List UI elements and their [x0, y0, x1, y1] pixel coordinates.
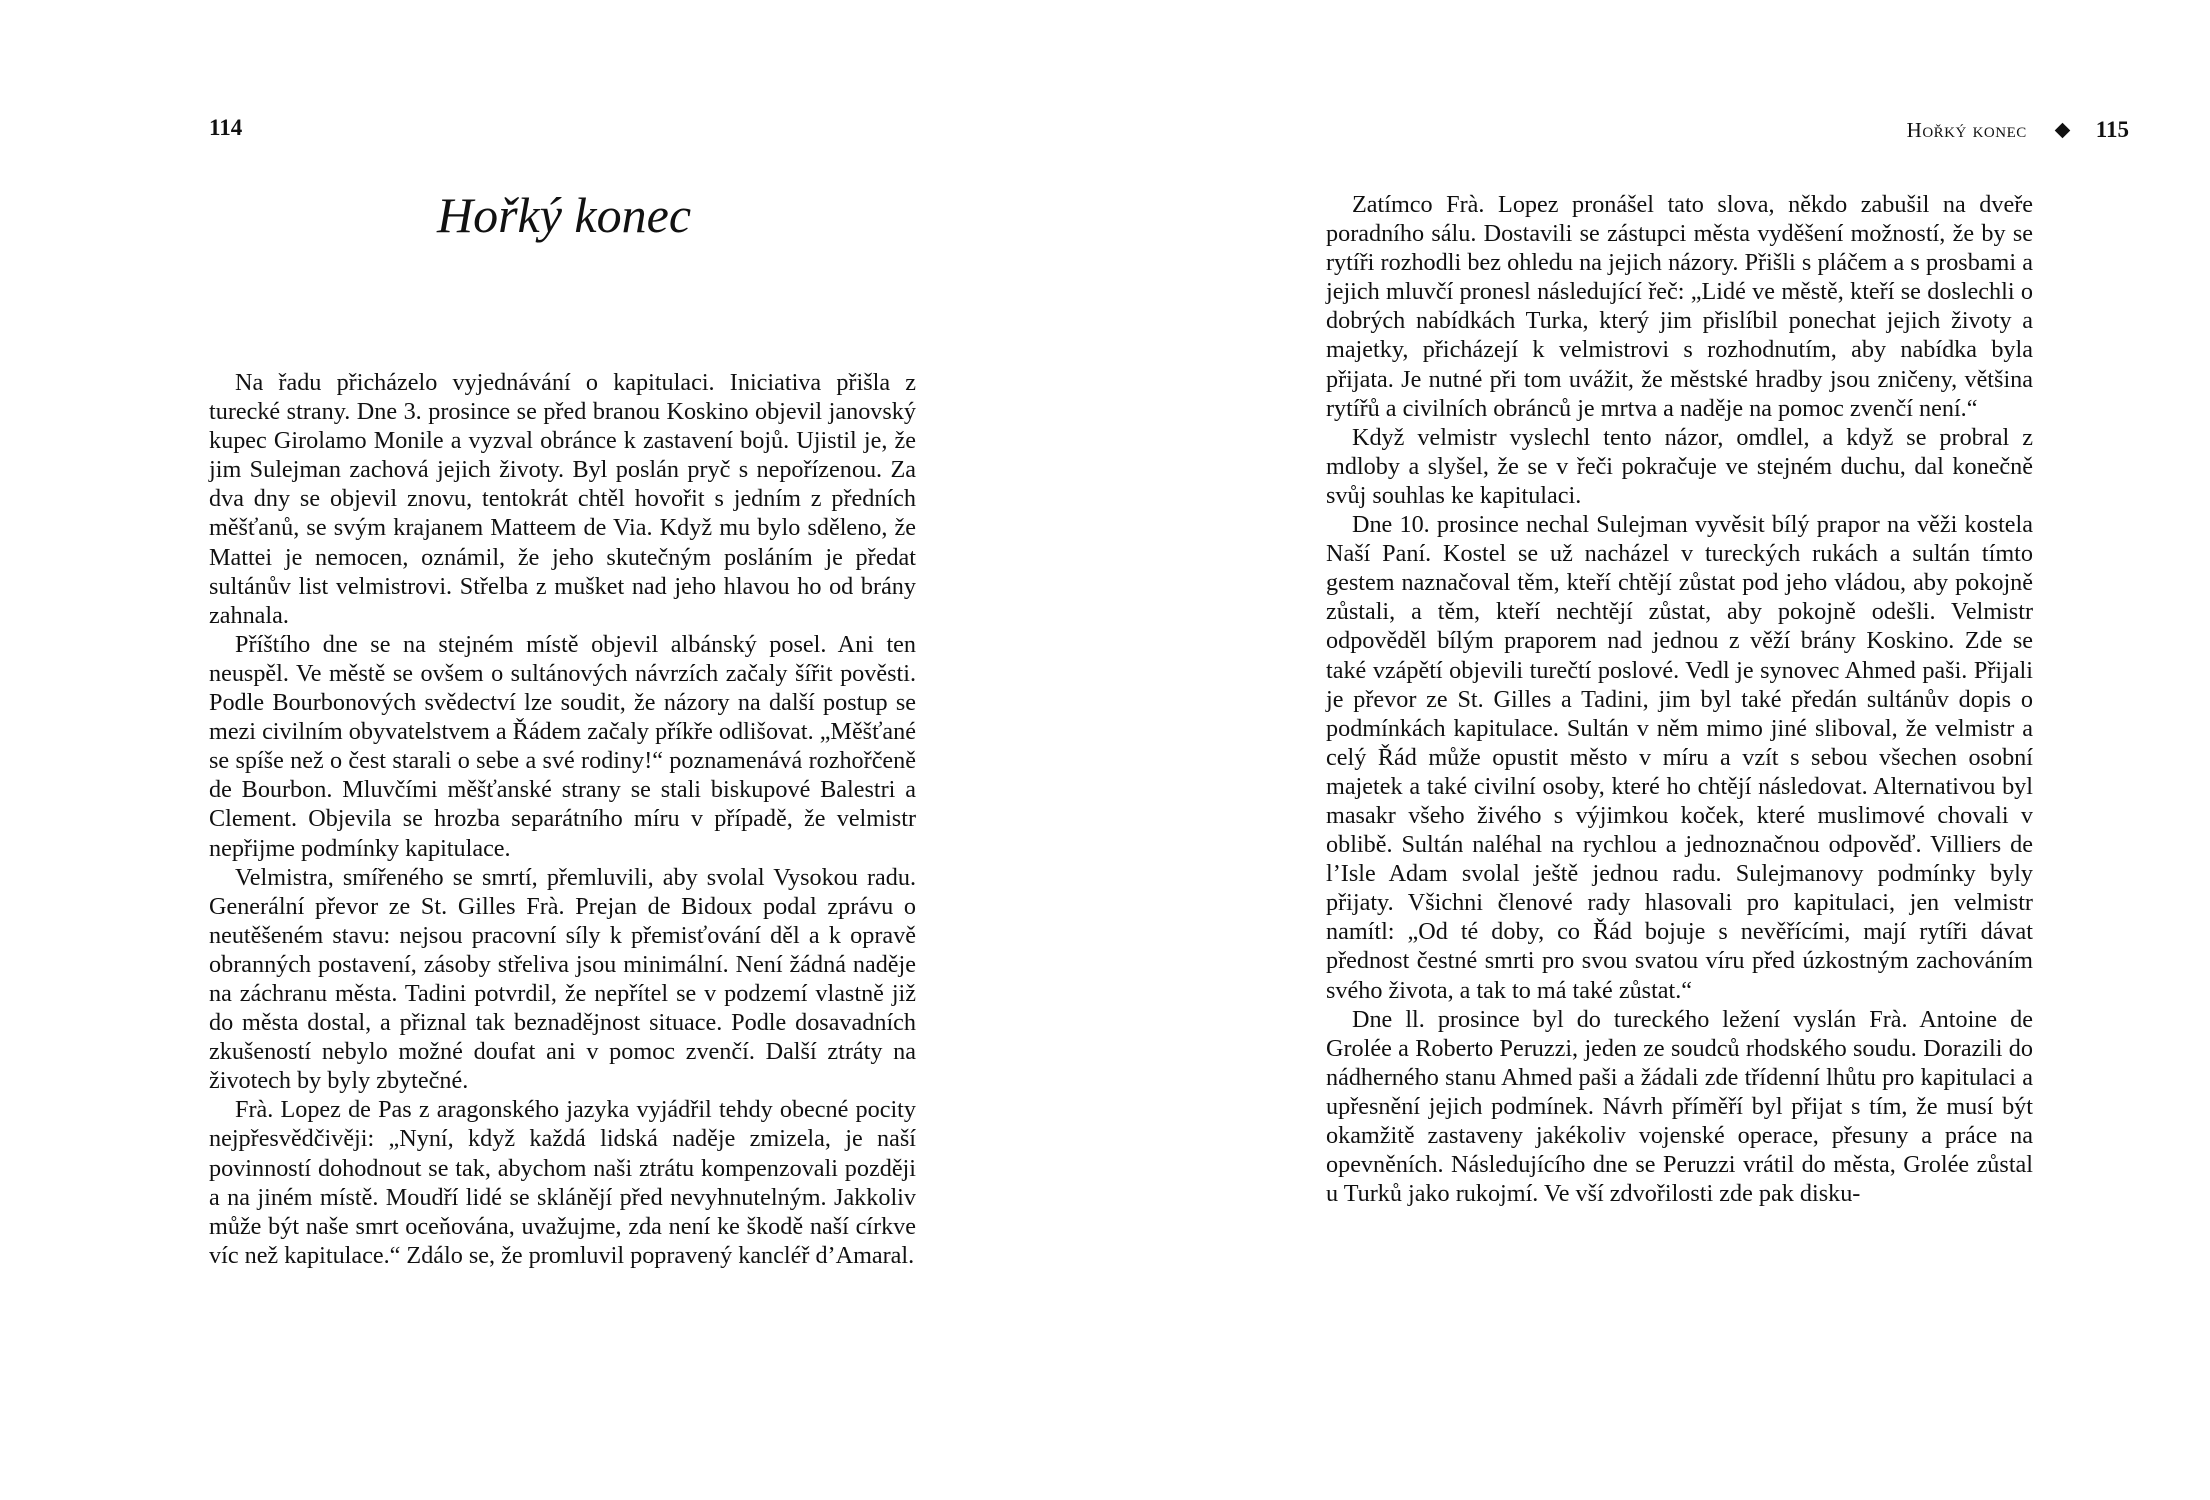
right-page-text — [1326, 190, 2033, 1208]
paragraph: Velmistra, smířeného se smrtí, přemluvili, aby svolal Vysokou radu. Generální převor ze St. Gilles Frà. Prejan de Bidoux podal zprávu o neutěšeném stavu: nejsou pracovní síly k přemisťování děl a k opravě obranných postavení, zásoby střeliva jsou minimální. Není žádná naděje na záchranu města. Tadini potvrdil, že nepřítel se v podzemí vlastně již do města dostal, a přiznal tak beznadějnost situace. Podle dosavadních zkušeností nebylo možné doufat ani v pomoc zvenčí. Další ztráty na životech by byly zbytečné. — [209, 863, 916, 1095]
diamond-icon — [2054, 122, 2070, 138]
paragraph: Dne ll. prosince byl do tureckého ležení vyslán Frà. Antoine de Grolée a Roberto Peruzzi, jeden ze soudců rhodského soudu. Dorazili do nádherného stanu Ahmed paši a žádali zde třídenní lhůtu pro kapitulaci a upřesnění jejich podmínek. Návrh příměří byl přijat s tím, že musí být okamžitě zastaveny jakékoliv vojenské operace, přesuny a práce na opevněních. Následujícího dne se Peruzzi vrátil do města, Grolée zůstal u Turků jako rukojmí. Ve vší zdvořilosti zde pak disku- — [1326, 1005, 2033, 1208]
paragraph: Frà. Lopez de Pas z aragonského jazyka vyjádřil tehdy obecné pocity nejpřesvědčivěji: „Nyní, když každá lidská naděje zmizela, je naší povinností dohodnout se tak, abychom naši ztrátu kompenzovali později a na jiném místě. Moudří lidé se sklánějí před nevyhnutelným. Jakkoliv může být naše smrt oceňována, uvažujme, zda není ke škodě naší církve víc než kapitulace.“ Zdálo se, že promluvil popravený kancléř d’Amaral. — [209, 1096, 916, 1269]
running-head — [1907, 116, 2129, 144]
right-page — [1105, 0, 2210, 1500]
paragraph: Zatímco Frà. Lopez pronášel tato slova, někdo zabušil na dveře poradního sálu. Dostavili se zástupci města vyděšení možností, že by se rytíři rozhodli bez ohledu na jejich názory. Přišli s pláčem a s prosbami a jejich mluvčí pronesl následující řeč: „Lidé ve městě, kteří se doslechli o dobrých nabídkách Turka, který jim přislíbil ponechat jejich životy a majetky, přicházejí k velmistrovi s rozhodnutím, aby nabídka byla přijata. Je nutné při tom uvážit, že městské hradby jsou zničeny, většina rytířů a civilních obránců je mrtva a naděje na pomoc zvenčí není.“ — [1326, 191, 2033, 422]
chapter-title: Hořký konec — [436, 187, 692, 243]
paragraph: Dne 10. prosince nechal Sulejman vyvěsit bílý prapor na věži kostela Naší Paní. Kostel se už nacházel v tureckých rukách a sultán tímto gestem naznačoval těm, kteří chtějí zůstat pod jeho vládou, aby pokojně zůstali, a těm, kteří nechtějí zůstat, aby pokojně odešli. Velmistr odpověděl bílým praporem nad jednou z věží brány Koskino. Zde se také vzápětí objevili turečtí poslové. Vedl je synovec Ahmed paši. Přijali je převor ze St. Gilles a Tadini, jim byl také předán sultánův dopis o podmínkách kapitulace. Sultán v něm mimo jiné sliboval, že velmistr a celý Řád může opustit město v míru a vzít s sebou všechen osobní majetek a také civilní osoby, které ho chtějí následovat. Alternativou byl masakr všeho živého s výjimkou koček, které muslimové chovali v oblibě. Sultán naléhal na rychlou a jednoznačnou odpověď. Villiers de l’Isle Adam svolal ještě jednou radu. Sulejmanovy podmínky byly přijaty. Všichni členové rady hlasovali pro kapitulaci, jen velmistr namítl: „Od té doby, co Řád bojuje s nevěřícími, mají rytíři dávat přednost čestné smrti pro svou svatou víru před úzkostným zachováním svého života, a tak to má také zůstat.“ — [1326, 511, 2033, 1004]
running-head-title: Hořký konec — [1906, 118, 2027, 142]
paragraph: Na řadu přicházelo vyjednávání o kapitulaci. Iniciativa přišla z turecké strany. Dne 3. prosince se před branou Koskino objevil janovský kupec Girolamo Monile a vyzval obránce k zastavení bojů. Ujistil je, že jim Sulejman zachová jejich životy. Byl poslán pryč s nepořízenou. Za dva dny se objevil znovu, tentokrát chtěl hovořit s jedním z předních měšťanů, se svým krajanem Matteem de Via. Když mu bylo sděleno, že Mattei je nemocen, oznámil, že jeho skutečným posláním je předat sultánův list velmistrovi. Střelba z mušket nad jeho hlavou ho od brány zahnala. — [209, 369, 916, 629]
page-number: 115 — [2095, 117, 2129, 142]
paragraph: Když velmistr vyslechl tento názor, omdlel, a když se probral z mdloby a slyšel, že se v řeči pokračuje ve stejném duchu, dal konečně svůj souhlas ke kapitulaci. — [1326, 423, 2033, 509]
page-number: 114 — [209, 115, 243, 140]
left-page-text — [209, 368, 916, 1270]
paragraph: Příštího dne se na stejném místě objevil albánský posel. Ani ten neuspěl. Ve městě se ovšem o sultánových návrzích začaly šířit pověsti. Podle Bourbonových svědectví lze soudit, že názory na další postup se mezi civilním obyvatelstvem a Řádem začaly příkře odlišovat. „Měšťané se spíše než o čest starali o sebe a své rodiny!“ poznamenává rozhořčeně de Bourbon. Mluvčími měšťanské strany se stali biskupové Balestri a Clement. Objevila se hrozba separátního míru v případě, že velmistr nepřijme podmínky kapitulace. — [209, 630, 916, 862]
